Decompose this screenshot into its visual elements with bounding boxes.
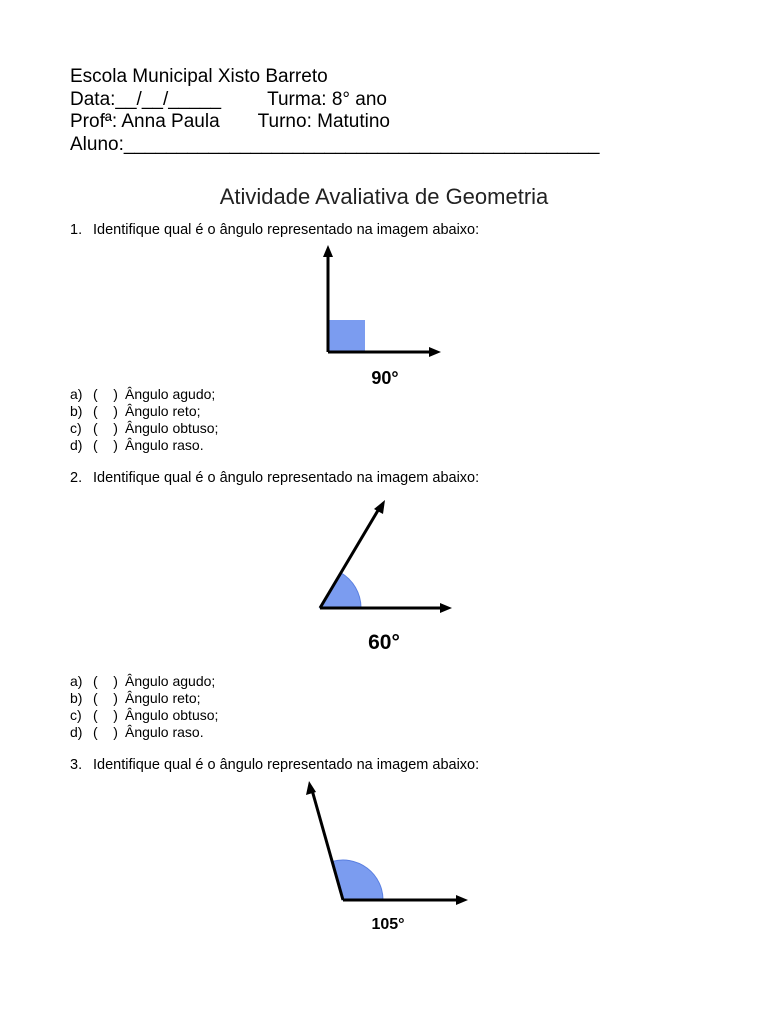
arrow-head-icon xyxy=(456,895,468,905)
option-text: Ângulo reto; xyxy=(125,403,201,419)
option-checkbox[interactable]: ( ) xyxy=(93,690,118,706)
angle-label: 90° xyxy=(371,368,399,388)
option-a[interactable] xyxy=(70,673,218,690)
question-text: Identifique qual é o ângulo representado na imagem abaixo: xyxy=(93,222,480,238)
acute-angle-marker xyxy=(320,573,361,609)
option-checkbox[interactable]: ( ) xyxy=(93,437,118,453)
acute-angle-figure xyxy=(300,495,470,655)
option-checkbox[interactable]: ( ) xyxy=(93,386,118,402)
option-text: Ângulo obtuso; xyxy=(125,707,219,723)
question-2-options xyxy=(70,673,218,741)
option-d[interactable] xyxy=(70,437,218,454)
option-b[interactable] xyxy=(70,403,218,420)
option-checkbox[interactable]: ( ) xyxy=(93,707,118,723)
date-class-row xyxy=(70,89,599,112)
option-checkbox[interactable]: ( ) xyxy=(93,724,118,740)
option-d[interactable] xyxy=(70,724,218,741)
option-a[interactable] xyxy=(70,386,218,403)
option-letter: d) xyxy=(70,724,83,740)
question-text: Identifique qual é o ângulo representado na imagem abaixo: xyxy=(93,757,480,773)
question-1 xyxy=(70,222,479,238)
page-title: Atividade Avaliativa de Geometria xyxy=(219,184,549,209)
option-checkbox[interactable]: ( ) xyxy=(93,673,118,689)
option-text: Ângulo obtuso; xyxy=(125,420,219,436)
option-letter: a) xyxy=(70,673,83,689)
option-c[interactable] xyxy=(70,420,218,437)
angle-label: 60° xyxy=(368,631,400,654)
option-letter: b) xyxy=(70,690,83,706)
option-letter: b) xyxy=(70,403,83,419)
option-checkbox[interactable]: ( ) xyxy=(93,420,118,436)
angle-ray-diagonal xyxy=(312,790,343,900)
question-number: 1. xyxy=(70,222,83,238)
arrow-head-icon xyxy=(440,603,452,613)
option-text: Ângulo reto; xyxy=(125,690,201,706)
option-c[interactable] xyxy=(70,707,218,724)
option-b[interactable] xyxy=(70,690,218,707)
angle-label: 105° xyxy=(371,916,405,933)
question-text: Identifique qual é o ângulo representado na imagem abaixo: xyxy=(93,470,480,486)
question-number: 3. xyxy=(70,757,83,773)
option-text: Ângulo agudo; xyxy=(125,386,216,402)
student-field: Aluno:_____________________________________________ xyxy=(70,133,600,155)
teacher-field: Profª: Anna Paula xyxy=(70,111,220,132)
question-2 xyxy=(70,470,479,486)
teacher-shift-row xyxy=(70,111,599,134)
option-letter: a) xyxy=(70,386,83,402)
class-field: Turma: 8° ano xyxy=(267,88,387,110)
option-text: Ângulo raso. xyxy=(125,724,204,740)
option-letter: d) xyxy=(70,437,83,453)
question-3 xyxy=(70,757,479,773)
arrow-head-icon xyxy=(306,781,316,795)
arrow-head-icon xyxy=(323,245,333,257)
school-name: Escola Municipal Xisto Barreto xyxy=(70,66,328,87)
right-angle-figure xyxy=(280,240,490,390)
option-letter: c) xyxy=(70,420,82,436)
date-field: Data:__/__/_____ xyxy=(70,88,222,110)
obtuse-angle-figure xyxy=(290,778,480,938)
option-text: Ângulo agudo; xyxy=(125,673,216,689)
question-1-options xyxy=(70,386,218,454)
option-text: Ângulo raso. xyxy=(125,437,204,453)
header-block xyxy=(70,66,599,156)
option-letter: c) xyxy=(70,707,82,723)
right-angle-marker xyxy=(328,320,365,352)
arrow-head-icon xyxy=(429,347,441,357)
question-number: 2. xyxy=(70,470,83,486)
option-checkbox[interactable]: ( ) xyxy=(93,403,118,419)
shift-field: Turno: Matutino xyxy=(257,111,391,132)
